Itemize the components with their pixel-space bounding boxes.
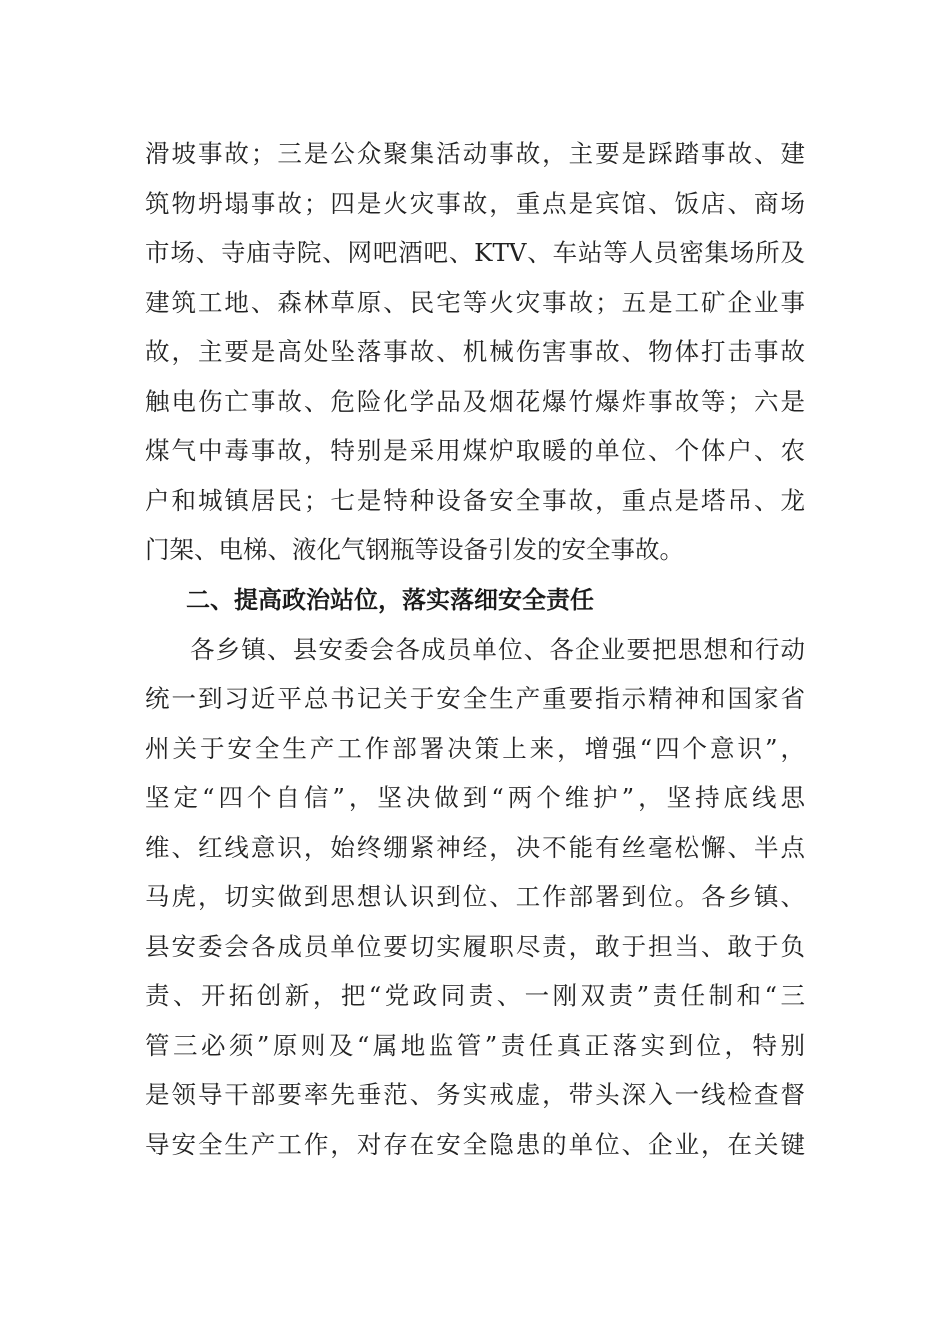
paragraph-line: 建筑工地、森林草原、民宅等火灾事故；五是工矿企业事 bbox=[145, 288, 805, 317]
paragraph-line: 筑物坍塌事故；四是火灾事故，重点是宾馆、饭店、商场 bbox=[145, 189, 805, 218]
paragraph-line: 县安委会各成员单位要切实履职尽责，敢于担当、敢于负 bbox=[145, 932, 805, 961]
paragraph-line: 门架、电梯、液化气钢瓶等设备引发的安全事故。 bbox=[145, 535, 684, 564]
section-heading: 二、提高政治站位，落实落细安全责任 bbox=[186, 586, 594, 614]
paragraph-line: 管三必须”原则及“属地监管”责任真正落实到位，特别 bbox=[145, 1031, 805, 1060]
paragraph-line: 触电伤亡事故、危险化学品及烟花爆竹爆炸事故等；六是 bbox=[145, 387, 805, 416]
paragraph-line: 责、开拓创新，把“党政同责、一刚双责”责任制和“三 bbox=[145, 981, 805, 1010]
paragraph-line: 统一到习近平总书记关于安全生产重要指示精神和国家省 bbox=[145, 684, 805, 713]
paragraph-line: 维、红线意识，始终绷紧神经，决不能有丝毫松懈、半点 bbox=[145, 833, 805, 862]
paragraph-line: 故，主要是高处坠落事故、机械伤害事故、物体打击事故 bbox=[145, 337, 805, 366]
paragraph-line: 滑坡事故；三是公众聚集活动事故，主要是踩踏事故、建 bbox=[145, 139, 805, 168]
paragraph-line: 煤气中毒事故，特别是采用煤炉取暖的单位、个体户、农 bbox=[145, 436, 805, 465]
paragraph-line: 州关于安全生产工作部署决策上来，增强“四个意识”， bbox=[145, 734, 805, 763]
paragraph-line: 马虎，切实做到思想认识到位、工作部署到位。各乡镇、 bbox=[145, 882, 805, 911]
paragraph-line: 是领导干部要率先垂范、务实戒虚，带头深入一线检查督 bbox=[145, 1080, 805, 1109]
paragraph-line: 坚定“四个自信”，坚决做到“两个维护”，坚持底线思 bbox=[145, 783, 805, 812]
paragraph-line: 市场、寺庙寺院、网吧酒吧、KTV、车站等人员密集场所及 bbox=[145, 238, 805, 267]
paragraph-line: 各乡镇、县安委会各成员单位、各企业要把思想和行动 bbox=[190, 635, 805, 664]
paragraph-line: 导安全生产工作，对存在安全隐患的单位、企业，在关键 bbox=[145, 1130, 805, 1159]
paragraph-line: 户和城镇居民；七是特种设备安全事故，重点是塔吊、龙 bbox=[145, 486, 805, 515]
